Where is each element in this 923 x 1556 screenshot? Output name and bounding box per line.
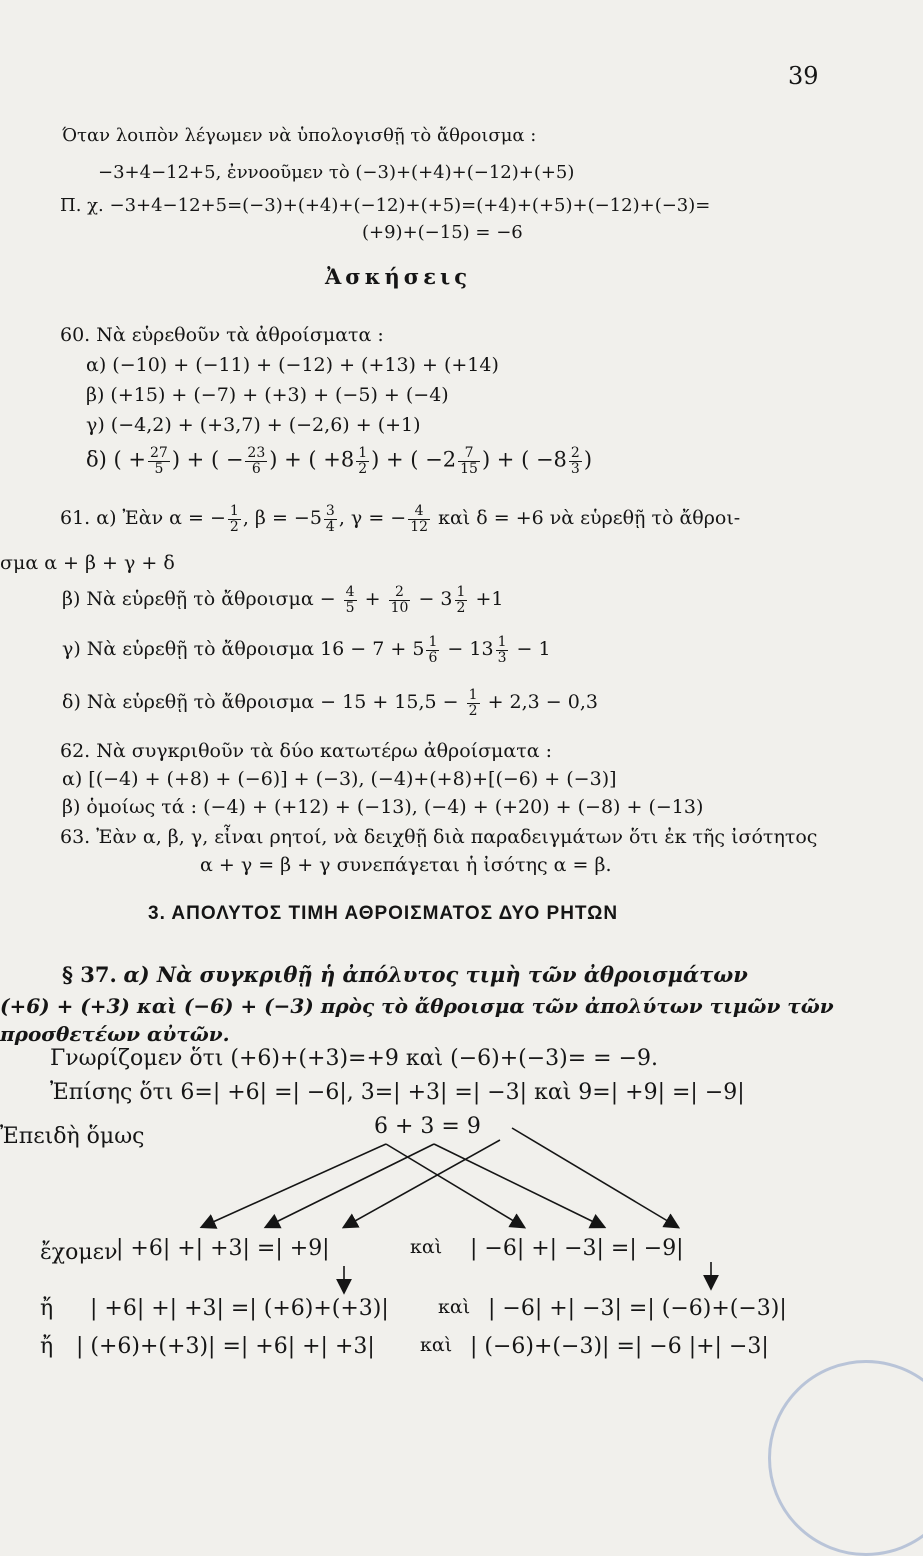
ex60-a: α) (−10) + (−11) + (−12) + (+13) + (+14) [86, 354, 499, 376]
have-left: | +6| +| +3| =| +9| [116, 1236, 330, 1261]
intro-line-3: Π. χ. −3+4−12+5=(−3)+(+4)+(−12)+(+5)=(+4)+(+5)+(−12)+(−3)= [60, 195, 711, 216]
ex63-line-1: 63. Ἐὰν α, β, γ, εἶναι ρητοί, νὰ δειχθῇ διὰ παραδειγμάτων ὅτι ἐκ τῆς ἰσότητος [60, 826, 818, 848]
par37-line-3: προσθετέων αὐτῶν. [0, 1022, 230, 1046]
sum-equation: 6 + 3 = 9 [374, 1114, 481, 1139]
or2-right: | (−6)+(−3)| =| −6 |+| −3| [470, 1334, 769, 1359]
ex60-d-label: δ) [86, 447, 107, 472]
have-right: | −6| +| −3| =| −9| [470, 1236, 684, 1261]
also-line: Ἐπίσης ὅτι 6=| +6| =| −6|, 3=| +3| =| −3| καὶ 9=| +9| =| −9| [50, 1080, 745, 1105]
since-label: Ἐπειδὴ ὅμως [0, 1124, 145, 1149]
or2-left: | (+6)+(+3)| =| +6| +| +3| [76, 1334, 375, 1359]
ex60-c: γ) (−4,2) + (+3,7) + (−2,6) + (+1) [86, 414, 421, 436]
have-and: καὶ [410, 1236, 443, 1258]
ex62-a: α) [(−4) + (+8) + (−6)] + (−3), (−4)+(+8)+[(−6) + (−3)] [62, 768, 617, 790]
or1-right: | −6| +| −3| =| (−6)+(−3)| [488, 1296, 787, 1321]
or1-and: καὶ [438, 1296, 471, 1318]
exercises-heading: Ἀσκήσεις [325, 264, 471, 289]
ex61-c: γ) Νὰ εὑρεθῇ τὸ ἄθροισμα 16 − 7 + 5 $\frac{1}{6}$ − 13 $\frac{1}{3}$ − 1 [62, 634, 551, 666]
have-word: ἔχομεν [40, 1240, 118, 1265]
arrow-6-to-plus6 [204, 1144, 386, 1226]
ex62-b: β) ὁμοίως τά : (−4) + (+12) + (−13), (−4) + (+20) + (−8) + (−13) [62, 796, 704, 818]
ex60-label: 60. Νὰ εὑρεθοῦν τὰ ἀθροίσματα : [60, 324, 384, 346]
or2-word: ἤ [40, 1334, 54, 1359]
ex61-d: δ) Νὰ εὑρεθῇ τὸ ἄθροισμα − 15 + 15,5 − $\frac{1}{2}$ + 2,3 − 0,3 [62, 687, 598, 719]
arrow-9-to-plus9 [346, 1140, 500, 1226]
ex60-b: β) (+15) + (−7) + (+3) + (−5) + (−4) [86, 384, 449, 406]
ex63-line-2: α + γ = β + γ συνεπάγεται ἡ ἰσότης α = β. [200, 854, 612, 876]
known-line: Γνωρίζομεν ὅτι (+6)+(+3)=+9 καὶ (−6)+(−3)= = −9. [50, 1046, 659, 1071]
ex61-b: β) Νὰ εὑρεθῇ τὸ ἄθροισμα − $\frac{4}{5}$ + $\frac{2}{10}$ − 3 $\frac{1}{2}$ +1 [62, 584, 504, 616]
ex62-label: 62. Νὰ συγκριθοῦν τὰ δύο κατωτέρω ἀθροίσματα : [60, 740, 553, 762]
intro-line-4: (+9)+(−15) = −6 [362, 222, 523, 243]
ex60-d: δ) ( + $\frac{27}{5}$ ) + ( − $\frac{23}{6}$ ) + ( +8 $\frac{1}{2}$ ) + ( −2 $\frac{7}{15}$ ) + ( −8 $\frac{2}{3}$ ) [86, 445, 593, 477]
or2-and: καὶ [420, 1334, 453, 1356]
arrow-3-to-minus3 [434, 1144, 602, 1226]
section-title: 3. ΑΠΟΛΥΤΟΣ ΤΙΜΗ ΑΘΡΟΙΣΜΑΤΟΣ ΔΥΟ ΡΗΤΩΝ [148, 903, 619, 924]
intro-line-1: Όταν λοιπὸν λέγωμεν νὰ ὑπολογισθῇ τὸ ἄθροισμα : [62, 125, 537, 146]
par37-line-1: § 37. α) Νὰ συγκριθῇ ἡ ἀπόλυτος τιμὴ τῶν ἀθροισμάτων [62, 962, 748, 987]
ex61-line-2: σμα α + β + γ + δ [0, 552, 175, 574]
page-number: 39 [788, 62, 819, 90]
arrow-9-to-minus9 [512, 1128, 676, 1226]
or1-word: ἤ [40, 1296, 54, 1321]
or1-left: | +6| +| +3| =| (+6)+(+3)| [90, 1296, 389, 1321]
par37-line-2: (+6) + (+3) καὶ (−6) + (−3) πρὸς τὸ ἄθροισμα τῶν ἀπολύτων τιμῶν τῶν [0, 994, 834, 1018]
ex61-line-1: 61. α) Ἐὰν α = − $\frac{1}{2}$ , β = −5 $\frac{3}{4}$ , γ = − $\frac{4}{12}$ καὶ δ = +6 νὰ εὑρεθῇ τὸ ἄθροι- [60, 503, 741, 535]
arrow-6-to-minus6 [386, 1144, 522, 1226]
arrow-3-to-plus3 [268, 1144, 434, 1226]
intro-line-2: −3+4−12+5, ἐννοοῦμεν τὸ (−3)+(+4)+(−12)+(+5) [98, 162, 575, 183]
